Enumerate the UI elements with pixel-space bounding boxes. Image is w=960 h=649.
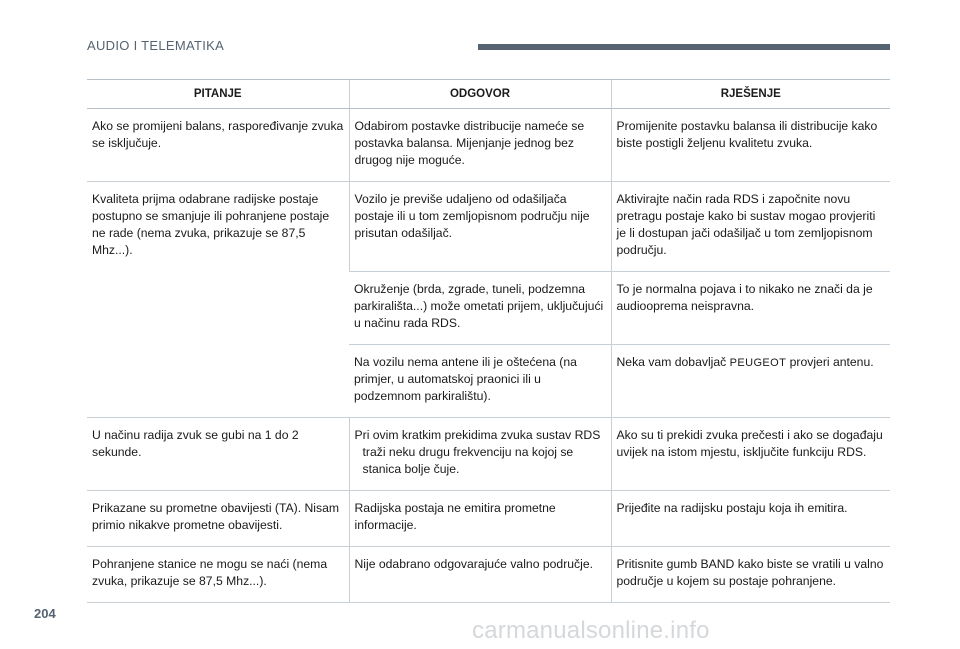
solution-cell: Ako su ti prekidi zvuka prečesti i ako se događaju uvijek na istom mjestu, isključite funkciju RDS. (611, 418, 890, 491)
answer-cell (349, 418, 611, 491)
page-number: 204 (34, 606, 56, 621)
solution-cell (611, 345, 890, 418)
answer-cell: Odabirom postavke distribucije nameće se postavka balansa. Mijenjanje jednog bez drugog nije moguće. (349, 109, 611, 182)
column-header-answer: ODGOVOR (349, 80, 611, 109)
question-cell: U načinu radija zvuk se gubi na 1 do 2 sekunde. (87, 418, 349, 491)
answer-cell: Na vozilu nema antene ili je oštećena (na primjer, u automatskoj praonici ili u podzemnom parkiralištu). (349, 345, 611, 418)
solution-cell: Aktivirajte način rada RDS i započnite novu pretragu postaje kako bi sustav mogao provjeriti je li dostupan jači odašiljač u tom zemljopisnom području. (611, 182, 890, 272)
table-row (87, 182, 890, 272)
troubleshooting-table (87, 79, 890, 603)
column-header-solution: RJEŠENJE (611, 80, 890, 109)
solution-cell: Prijeđite na radijsku postaju koja ih emitira. (611, 491, 890, 547)
question-cell: Pohranjene stanice ne mogu se naći (nema zvuka, prikazuje se 87,5 Mhz...). (87, 547, 349, 603)
answer-cell: Okruženje (brda, zgrade, tuneli, podzemna parkirališta...) može ometati prijem, uključujući u načinu rada RDS. (349, 272, 611, 345)
watermark: carmanualsonline.info (472, 617, 710, 644)
table-row (87, 491, 890, 547)
answer-text: Pri ovim kratkim prekidima zvuka sustav RDS traži neku drugu frekvenciju na kojoj se stanica bolje čuje. (354, 428, 601, 476)
answer-cell: Nije odabrano odgovarajuće valno područje. (349, 547, 611, 603)
section-title: AUDIO I TELEMATIKA (87, 38, 225, 53)
answer-cell: Radijska postaja ne emitira prometne informacije. (349, 491, 611, 547)
solution-cell: Pritisnite gumb BAND kako biste se vratili u valno područje u kojem su postaje pohranjene. (611, 547, 890, 603)
table-row (87, 547, 890, 603)
solution-cell: Promijenite postavku balansa ili distribucije kako biste postigli željenu kvalitetu zvuka. (611, 109, 890, 182)
column-header-question: PITANJE (87, 80, 349, 109)
solution-cell: To je normalna pojava i to nikako ne znači da je audiooprema neispravna. (611, 272, 890, 345)
question-cell: Prikazane su prometne obavijesti (TA). Nisam primio nikakve prometne obavijesti. (87, 491, 349, 547)
solution-text-suffix: provjeri antenu. (786, 355, 874, 369)
brand-name: PEUGEOT (729, 357, 787, 369)
table-row (87, 109, 890, 182)
question-cell: Kvaliteta prijma odabrane radijske postaje postupno se smanjuje ili pohranjene postaje ne rade (nema zvuka, prikazuje se 87,5 Mhz...). (87, 182, 349, 418)
question-cell: Ako se promijeni balans, raspoređivanje zvuka se isključuje. (87, 109, 349, 182)
header-bar (478, 44, 890, 50)
solution-text-prefix: Neka vam dobavljač (616, 355, 730, 369)
table-header-row (87, 80, 890, 109)
answer-cell: Vozilo je previše udaljeno od odašiljača postaje ili u tom zemljopisnom području nije prisutan odašiljač. (349, 182, 611, 272)
table-row (87, 418, 890, 491)
